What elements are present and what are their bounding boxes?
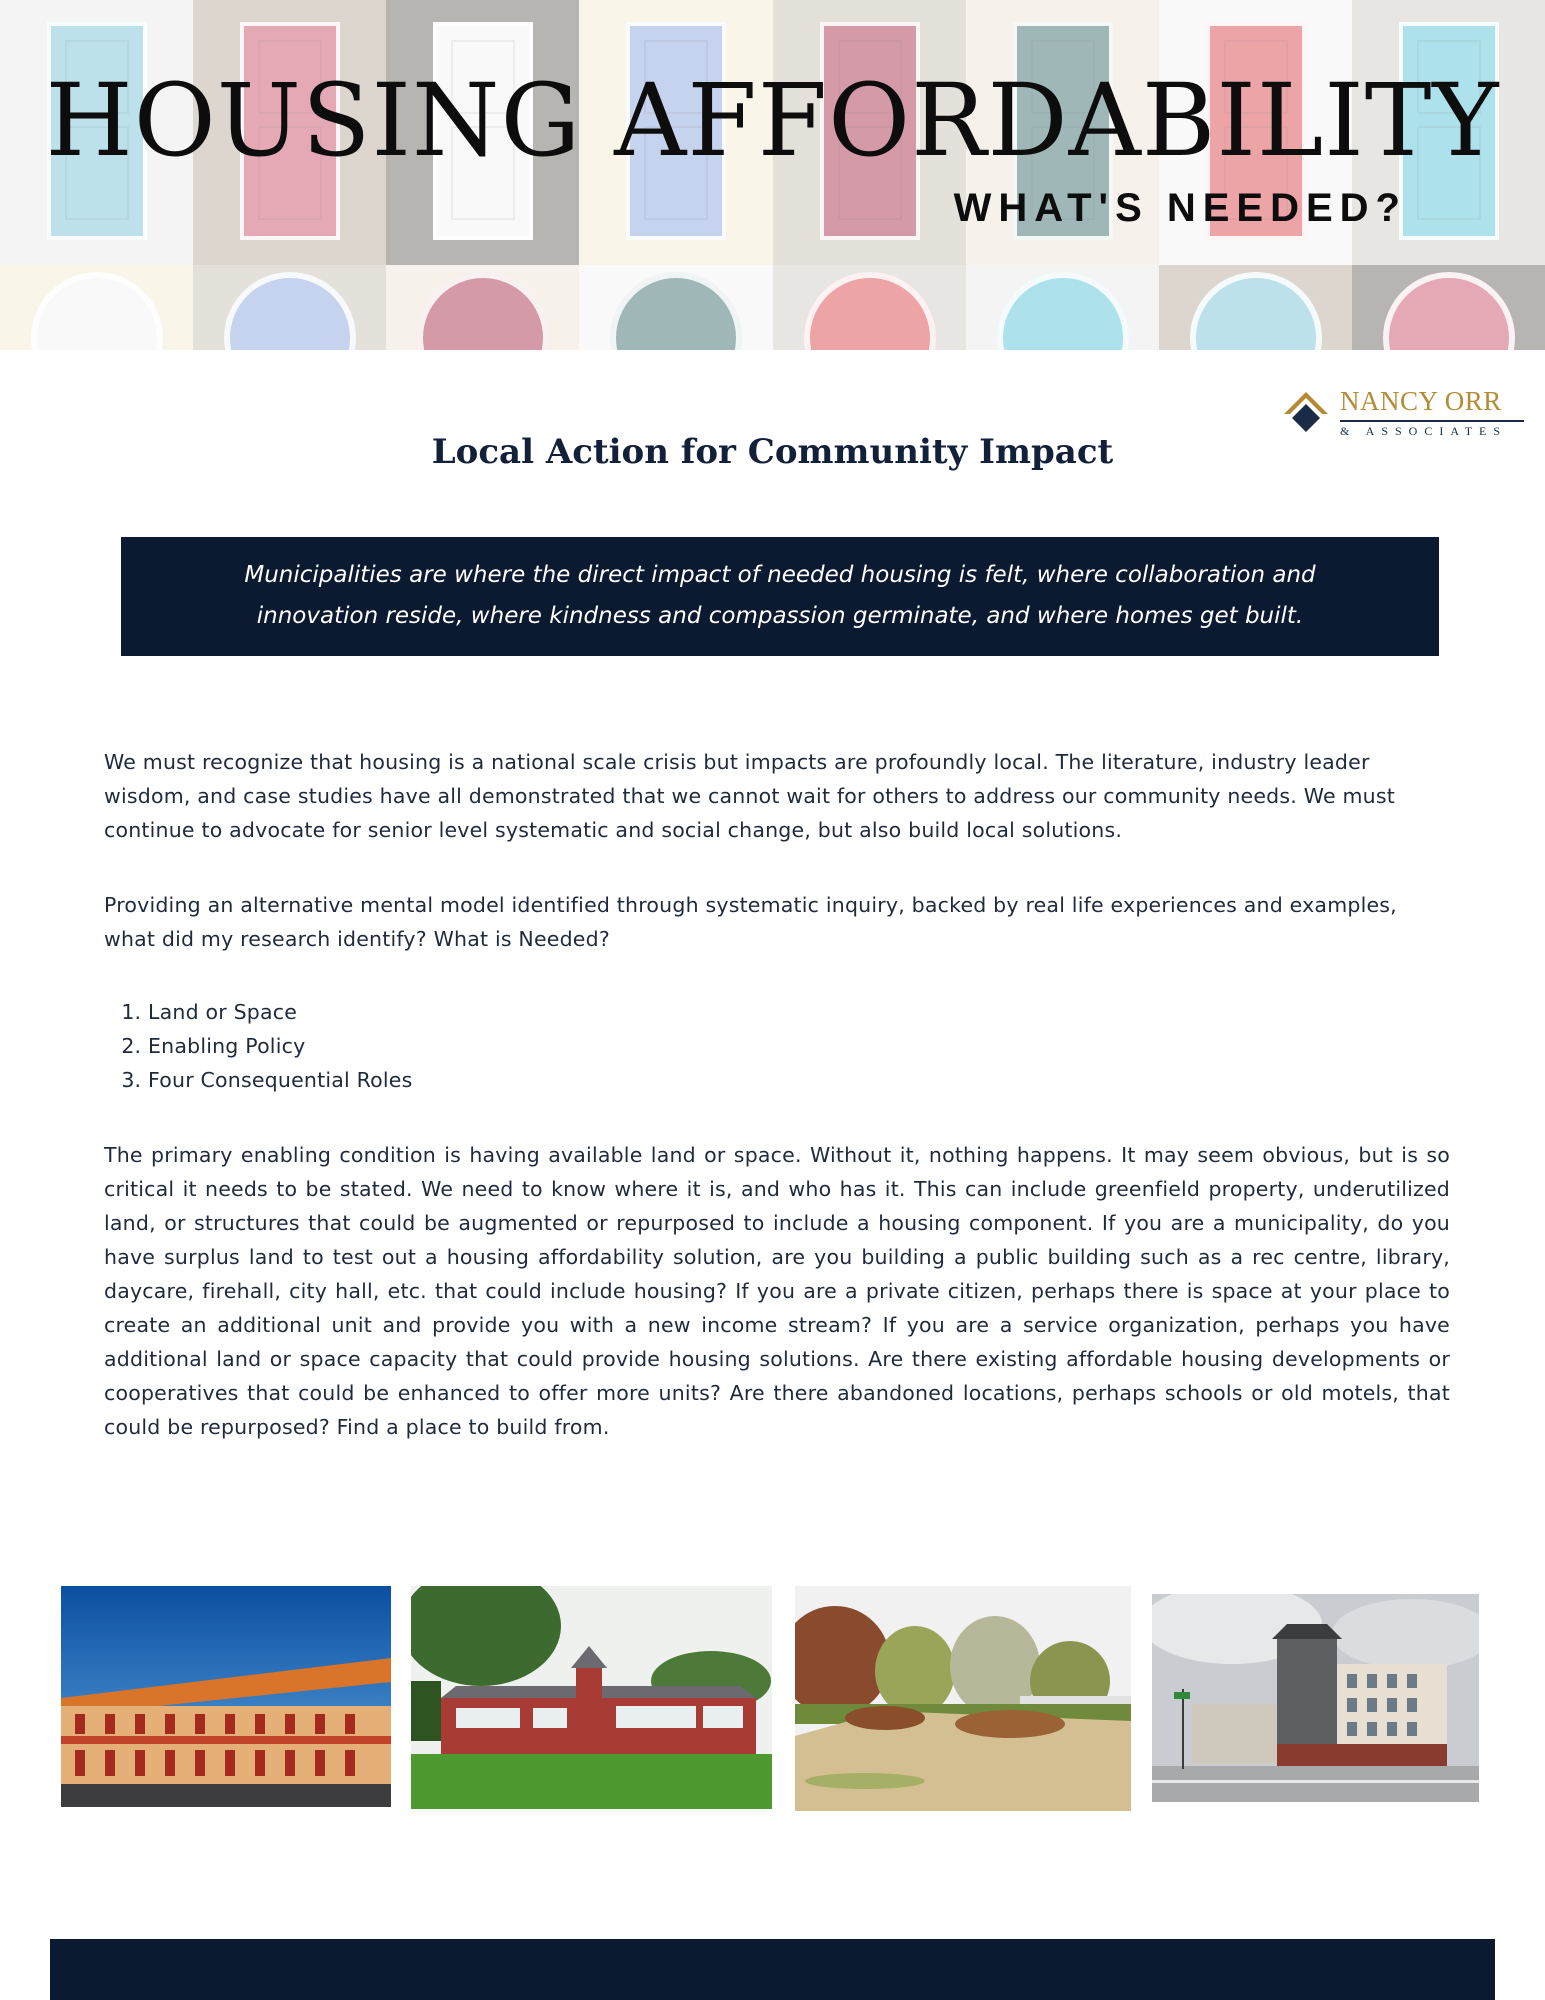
photo-new-building bbox=[1152, 1594, 1479, 1802]
section-heading: Local Action for Community Impact bbox=[431, 432, 1114, 472]
logo-subtitle: & ASSOCIATES bbox=[1340, 424, 1508, 438]
logo-divider bbox=[1340, 420, 1524, 422]
diamond-logo-icon bbox=[1282, 390, 1330, 438]
paragraph-intro: We must recognize that housing is a national scale crisis but impacts are profoundly local. The literature, industry leader wisdom, and case studies have all demonstrated that we cannot wait for others to address our community needs. We must continue to advocate for senior level systematic and social change, but also build local solutions. bbox=[104, 750, 1395, 842]
quote-callout bbox=[121, 537, 1439, 656]
photo-old-school bbox=[411, 1586, 772, 1809]
photo-old-motel bbox=[61, 1586, 391, 1807]
hero-subtitle: WHAT'S NEEDED? bbox=[953, 186, 1407, 230]
photo-vacant-lot bbox=[795, 1586, 1131, 1811]
list-item: 3. Four Consequential Roles bbox=[148, 1063, 412, 1097]
footer-bar bbox=[50, 1939, 1495, 2000]
logo-name: NANCY ORR bbox=[1340, 386, 1502, 416]
needs-list bbox=[104, 995, 412, 1097]
quote-text: Municipalities are where the direct impact of needed housing is felt, where collaboration and innovation reside, where kindness and compassion germinate, and where homes get built. bbox=[244, 562, 1316, 629]
hero-banner bbox=[0, 0, 1545, 350]
hero-title: HOUSING AFFORDABILITY bbox=[45, 62, 1500, 179]
paragraph-land-or-space: The primary enabling condition is having available land or space. Without it, nothing happens. It may seem obvious, but is so critical it needs to be stated. We need to know where it is, and who has it. This can include greenfield property, underutilized land, or structures that could be augmented or repurposed to include a housing component. If you are a municipality, do you have surplus land to test out a housing affordability solution, are you building a public building such as a rec centre, library, daycare, firehall, city hall, etc. that could include housing? If you are a private citizen, perhaps there is space at your place to create an additional unit and provide you with a new income stream? If you are a service organization, perhaps you have additional land or space capacity that could provide housing solutions. Are there existing affordable housing developments or cooperatives that could be enhanced to offer more units? Are there abandoned locations, perhaps schools or old motels, that could be repurposed? Find a place to build from. bbox=[104, 1143, 1450, 1439]
list-item: 2. Enabling Policy bbox=[148, 1029, 412, 1063]
list-item: 1. Land or Space bbox=[148, 995, 412, 1029]
paragraph-question: Providing an alternative mental model identified through systematic inquiry, backed by real life experiences and examples, what did my research identify? What is Needed? bbox=[104, 893, 1397, 951]
company-logo bbox=[1282, 386, 1524, 438]
